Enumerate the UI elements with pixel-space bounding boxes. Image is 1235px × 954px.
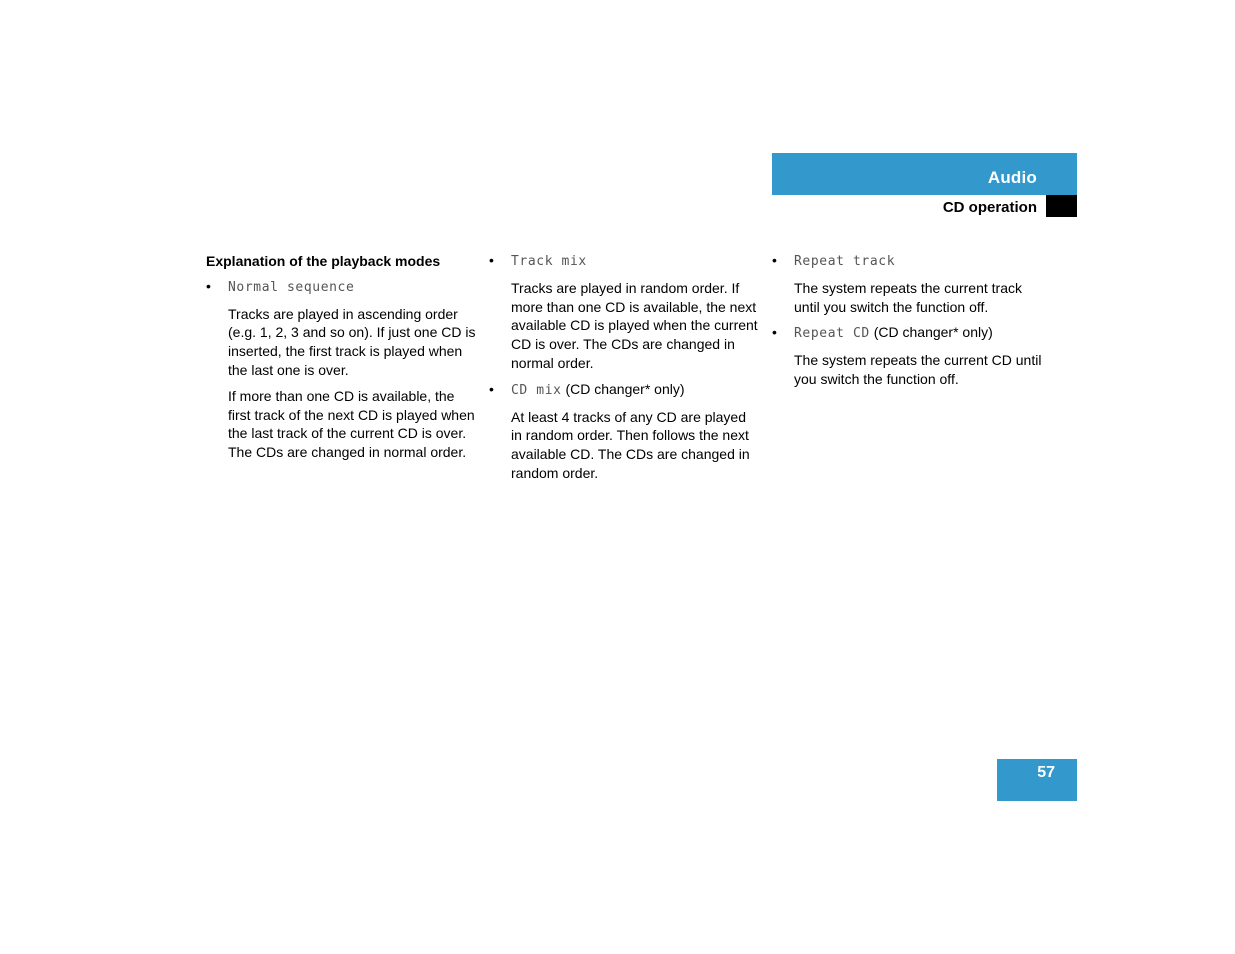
mode-description: At least 4 tracks of any CD are played in random order. Then follows the next available CD. The CDs are changed in random order.	[511, 408, 750, 481]
section-title: Audio	[987, 168, 1037, 187]
bullet-icon: •	[206, 277, 211, 294]
mode-description: Tracks are played in random order. If more than one CD is available, the next available CD is played when the current CD is over. The CDs are changed in normal order.	[511, 279, 758, 371]
page-number-box	[997, 759, 1077, 801]
subsection-title: CD operation	[942, 199, 1037, 216]
mode-description: The system repeats the current track until you switch the function off.	[794, 279, 1022, 315]
bullet-icon: •	[489, 252, 494, 268]
column-right	[772, 251, 1042, 396]
mode-name: Repeat track	[794, 254, 896, 269]
page-number: 57	[1037, 764, 1055, 781]
column-left	[206, 252, 476, 469]
mode-name: CD mix	[511, 382, 562, 398]
bullet-icon: •	[772, 324, 777, 341]
playback-modes-heading: Explanation of the playback modes	[206, 253, 441, 269]
mode-item-track-mix	[489, 251, 759, 272]
column-middle	[489, 251, 759, 490]
mode-item-repeat-cd	[772, 323, 1042, 344]
mode-note: (CD changer* only)	[869, 324, 993, 341]
mode-item-repeat-track	[772, 251, 1042, 272]
mode-note: (CD changer* only)	[561, 380, 685, 397]
mode-item-cd-mix	[489, 380, 759, 401]
mode-name: Repeat CD	[794, 326, 870, 342]
bullet-icon: •	[772, 252, 777, 268]
section-header-band	[772, 153, 1077, 195]
section-marker-tab	[1046, 195, 1077, 217]
mode-description: Tracks are played in ascending order (e.g. 1, 2, 3 and so on). If just one CD is inserted, the first track is played when the last one is over.	[228, 305, 476, 378]
mode-name: Track mix	[511, 254, 587, 269]
mode-description: The system repeats the current CD until you switch the function off.	[794, 352, 1042, 387]
bullet-icon: •	[489, 380, 494, 397]
mode-description: If more than one CD is available, the first track of the next CD is played when the last track of the current CD is over. The CDs are changed in normal order.	[228, 387, 475, 461]
mode-item-normal-sequence	[206, 277, 476, 298]
mode-name: Normal sequence	[228, 279, 355, 295]
